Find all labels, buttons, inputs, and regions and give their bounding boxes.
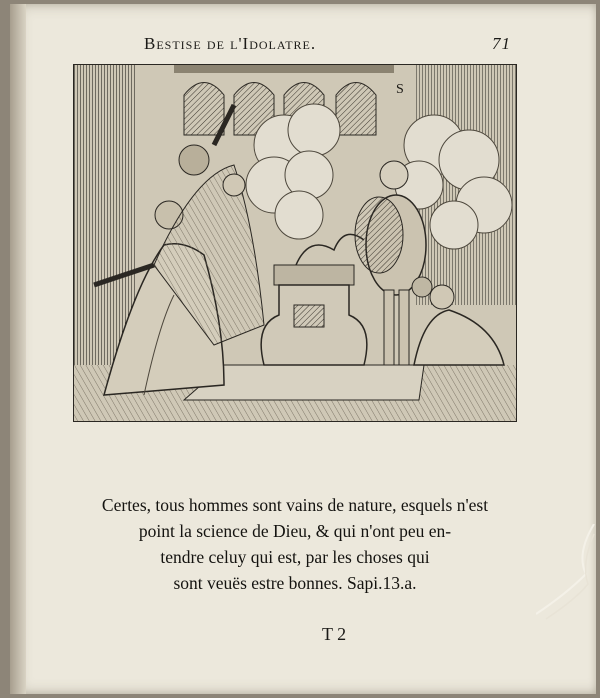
page-number: 71 — [492, 34, 511, 53]
caption-line: Certes, tous hommes sont vains de nature, esquels n'est — [101, 495, 489, 515]
caption-text — [70, 492, 520, 596]
engraving-illustration — [74, 65, 516, 421]
signature-mark: T 2 — [322, 624, 347, 644]
caption-line: point la science de Dieu, & qui n'ont peu en- — [138, 521, 452, 541]
caption-line: tendre celuy qui est, par les choses qui — [160, 547, 430, 567]
binding-thread — [536, 524, 596, 624]
caption-line: sont veuës estre bonnes. Sapi.13.a. — [173, 573, 417, 593]
engraving-plate — [73, 64, 517, 422]
book-page — [10, 4, 596, 694]
plate-letter: S — [396, 82, 404, 97]
page-gutter — [10, 4, 26, 694]
header-title: Bestise de l'Idolatre. — [144, 34, 317, 53]
